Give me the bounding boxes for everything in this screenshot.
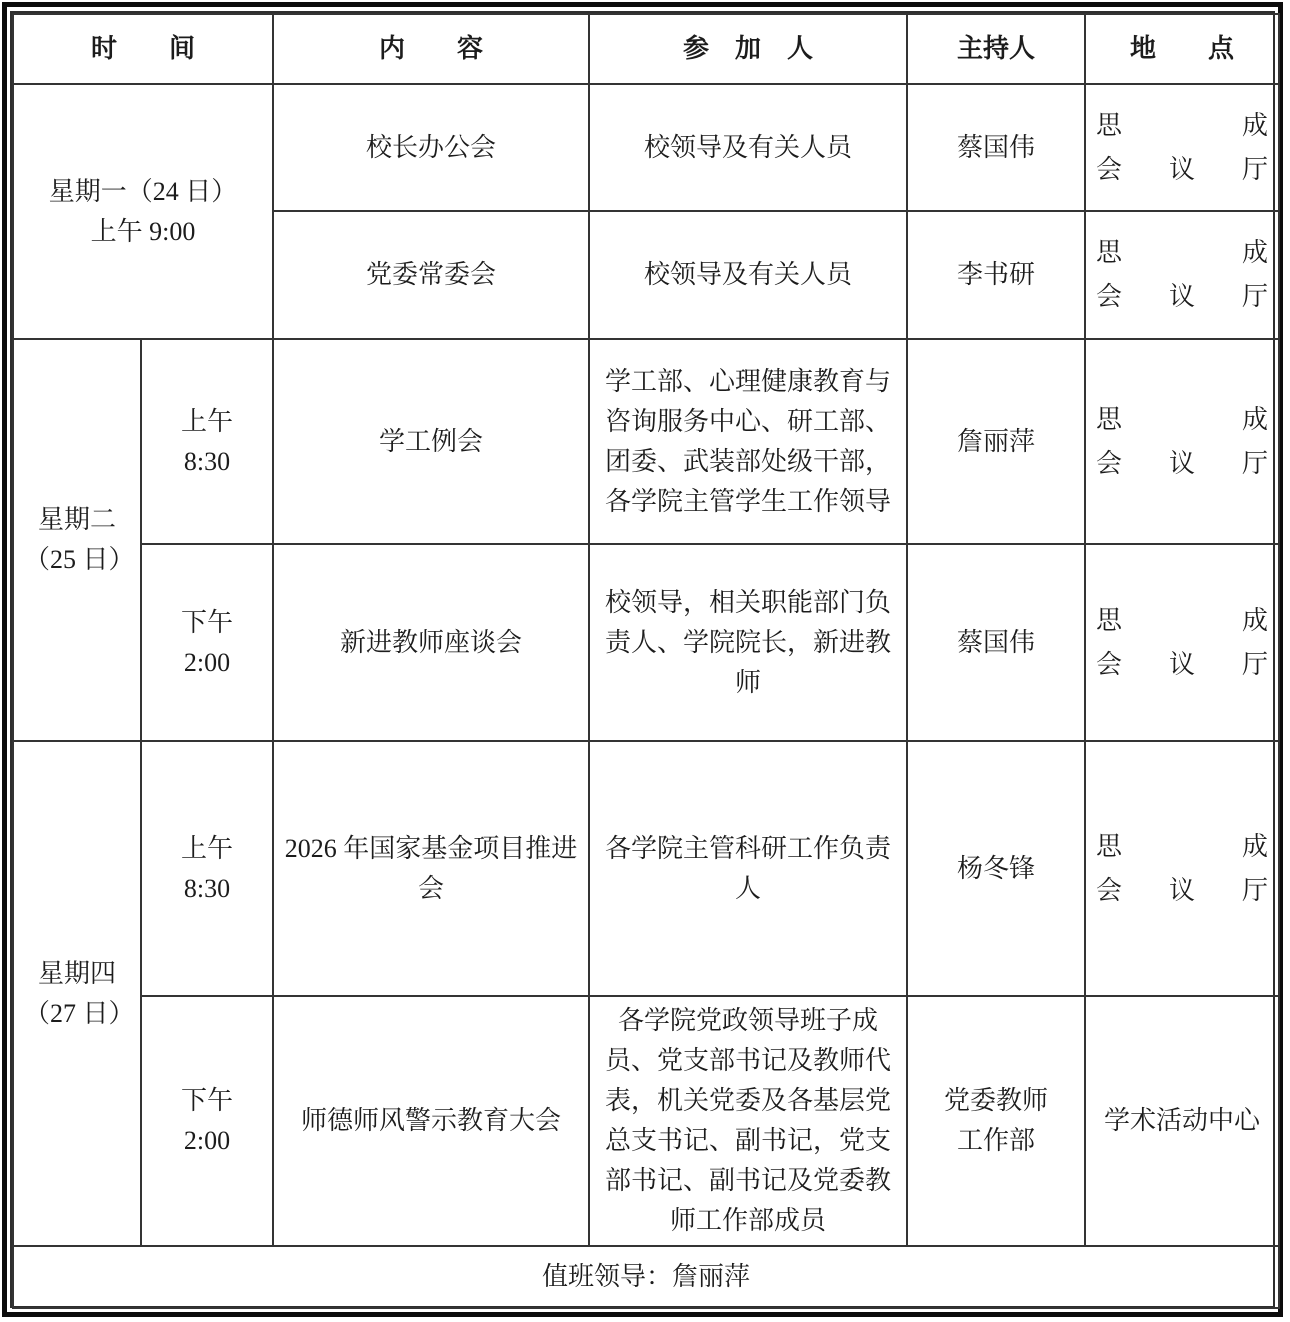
location-text: 思成 会议厅 xyxy=(1096,110,1269,184)
participants-cell: 校领导及有关人员 xyxy=(589,84,907,211)
participants-cell: 校领导及有关人员 xyxy=(589,211,907,339)
table-row-monday-1 xyxy=(13,84,1279,211)
day-cell-tuesday xyxy=(13,339,141,741)
outer-frame xyxy=(2,2,1283,1317)
time-value: 2:00 xyxy=(183,647,231,677)
host-text: 工作部 xyxy=(957,1126,1036,1155)
header-location: 地 点 xyxy=(1085,14,1279,84)
participants-cell: 各学院主管科研工作负责人 xyxy=(589,741,907,996)
day-label: 星期二 xyxy=(37,505,116,534)
day-label: 星期四 xyxy=(37,958,116,988)
participants-cell: 各学院党政领导班子成员、党支部书记及教师代表，机关党委及各基层党总支书记、副书记，党支部书记、副书记及党委教师工作部成员 xyxy=(589,996,907,1246)
day-label: 星期一（24 日） xyxy=(48,176,238,206)
participants-cell: 学工部、心理健康教育与咨询服务中心、研工部、团委、武装部处级干部，各学院主管学生工作领导 xyxy=(589,339,907,544)
content-cell: 党委常委会 xyxy=(273,211,589,339)
header-host: 主持人 xyxy=(907,14,1085,84)
host-cell: 蔡国伟 xyxy=(907,544,1085,741)
host-cell: 李书研 xyxy=(907,211,1085,339)
host-text: 党委教师 xyxy=(944,1086,1049,1115)
time-cell xyxy=(141,996,273,1246)
day-time-label: 上午 9:00 xyxy=(90,216,196,246)
table-row-tuesday-1 xyxy=(13,339,1279,544)
content-cell: 校长办公会 xyxy=(273,84,589,211)
time-period: 上午 xyxy=(181,833,234,863)
time-period: 上午 xyxy=(181,406,234,436)
host-cell: 詹丽萍 xyxy=(907,339,1085,544)
day-date-label: （27 日） xyxy=(24,998,135,1028)
table-row-tuesday-2 xyxy=(13,544,1279,741)
time-value: 2:00 xyxy=(183,1126,231,1155)
day-date-label: （25 日） xyxy=(24,545,135,574)
meeting-schedule-table xyxy=(12,13,1280,1309)
inner-frame xyxy=(10,11,1275,1308)
content-cell: 2026 年国家基金项目推进会 xyxy=(273,741,589,996)
header-row xyxy=(13,14,1279,84)
host-cell: 蔡国伟 xyxy=(907,84,1085,211)
time-value: 8:30 xyxy=(183,873,231,903)
day-cell-thursday xyxy=(13,741,141,1246)
time-period: 下午 xyxy=(181,1086,234,1115)
footer-row xyxy=(13,1246,1279,1308)
participants-cell: 校领导，相关职能部门负责人、学院院长，新进教师 xyxy=(589,544,907,741)
table-row-thursday-2 xyxy=(13,996,1279,1246)
content-cell: 新进教师座谈会 xyxy=(273,544,589,741)
location-cell: 学术活动中心 xyxy=(1085,996,1279,1246)
header-time: 时 间 xyxy=(13,14,273,84)
content-cell: 学工例会 xyxy=(273,339,589,544)
location-text: 思成 会议厅 xyxy=(1096,831,1269,905)
time-value: 8:30 xyxy=(183,446,231,476)
location-cell xyxy=(1085,741,1279,996)
header-participants: 参 加 人 xyxy=(589,14,907,84)
location-cell xyxy=(1085,84,1279,211)
location-text: 思成 会议厅 xyxy=(1096,238,1269,311)
time-period: 下午 xyxy=(181,607,234,637)
location-cell xyxy=(1085,339,1279,544)
host-cell xyxy=(907,996,1085,1246)
time-cell xyxy=(141,741,273,996)
duty-leader-label: 值班领导：詹丽萍 xyxy=(13,1246,1279,1308)
day-cell-monday xyxy=(13,84,273,339)
location-cell xyxy=(1085,211,1279,339)
location-text: 思成 会议厅 xyxy=(1096,605,1269,679)
header-content: 内 容 xyxy=(273,14,589,84)
content-cell: 师德师风警示教育大会 xyxy=(273,996,589,1246)
time-cell xyxy=(141,339,273,544)
location-text: 思成 会议厅 xyxy=(1096,404,1269,478)
time-cell xyxy=(141,544,273,741)
host-cell: 杨冬锋 xyxy=(907,741,1085,996)
location-cell xyxy=(1085,544,1279,741)
table-row-thursday-1 xyxy=(13,741,1279,996)
